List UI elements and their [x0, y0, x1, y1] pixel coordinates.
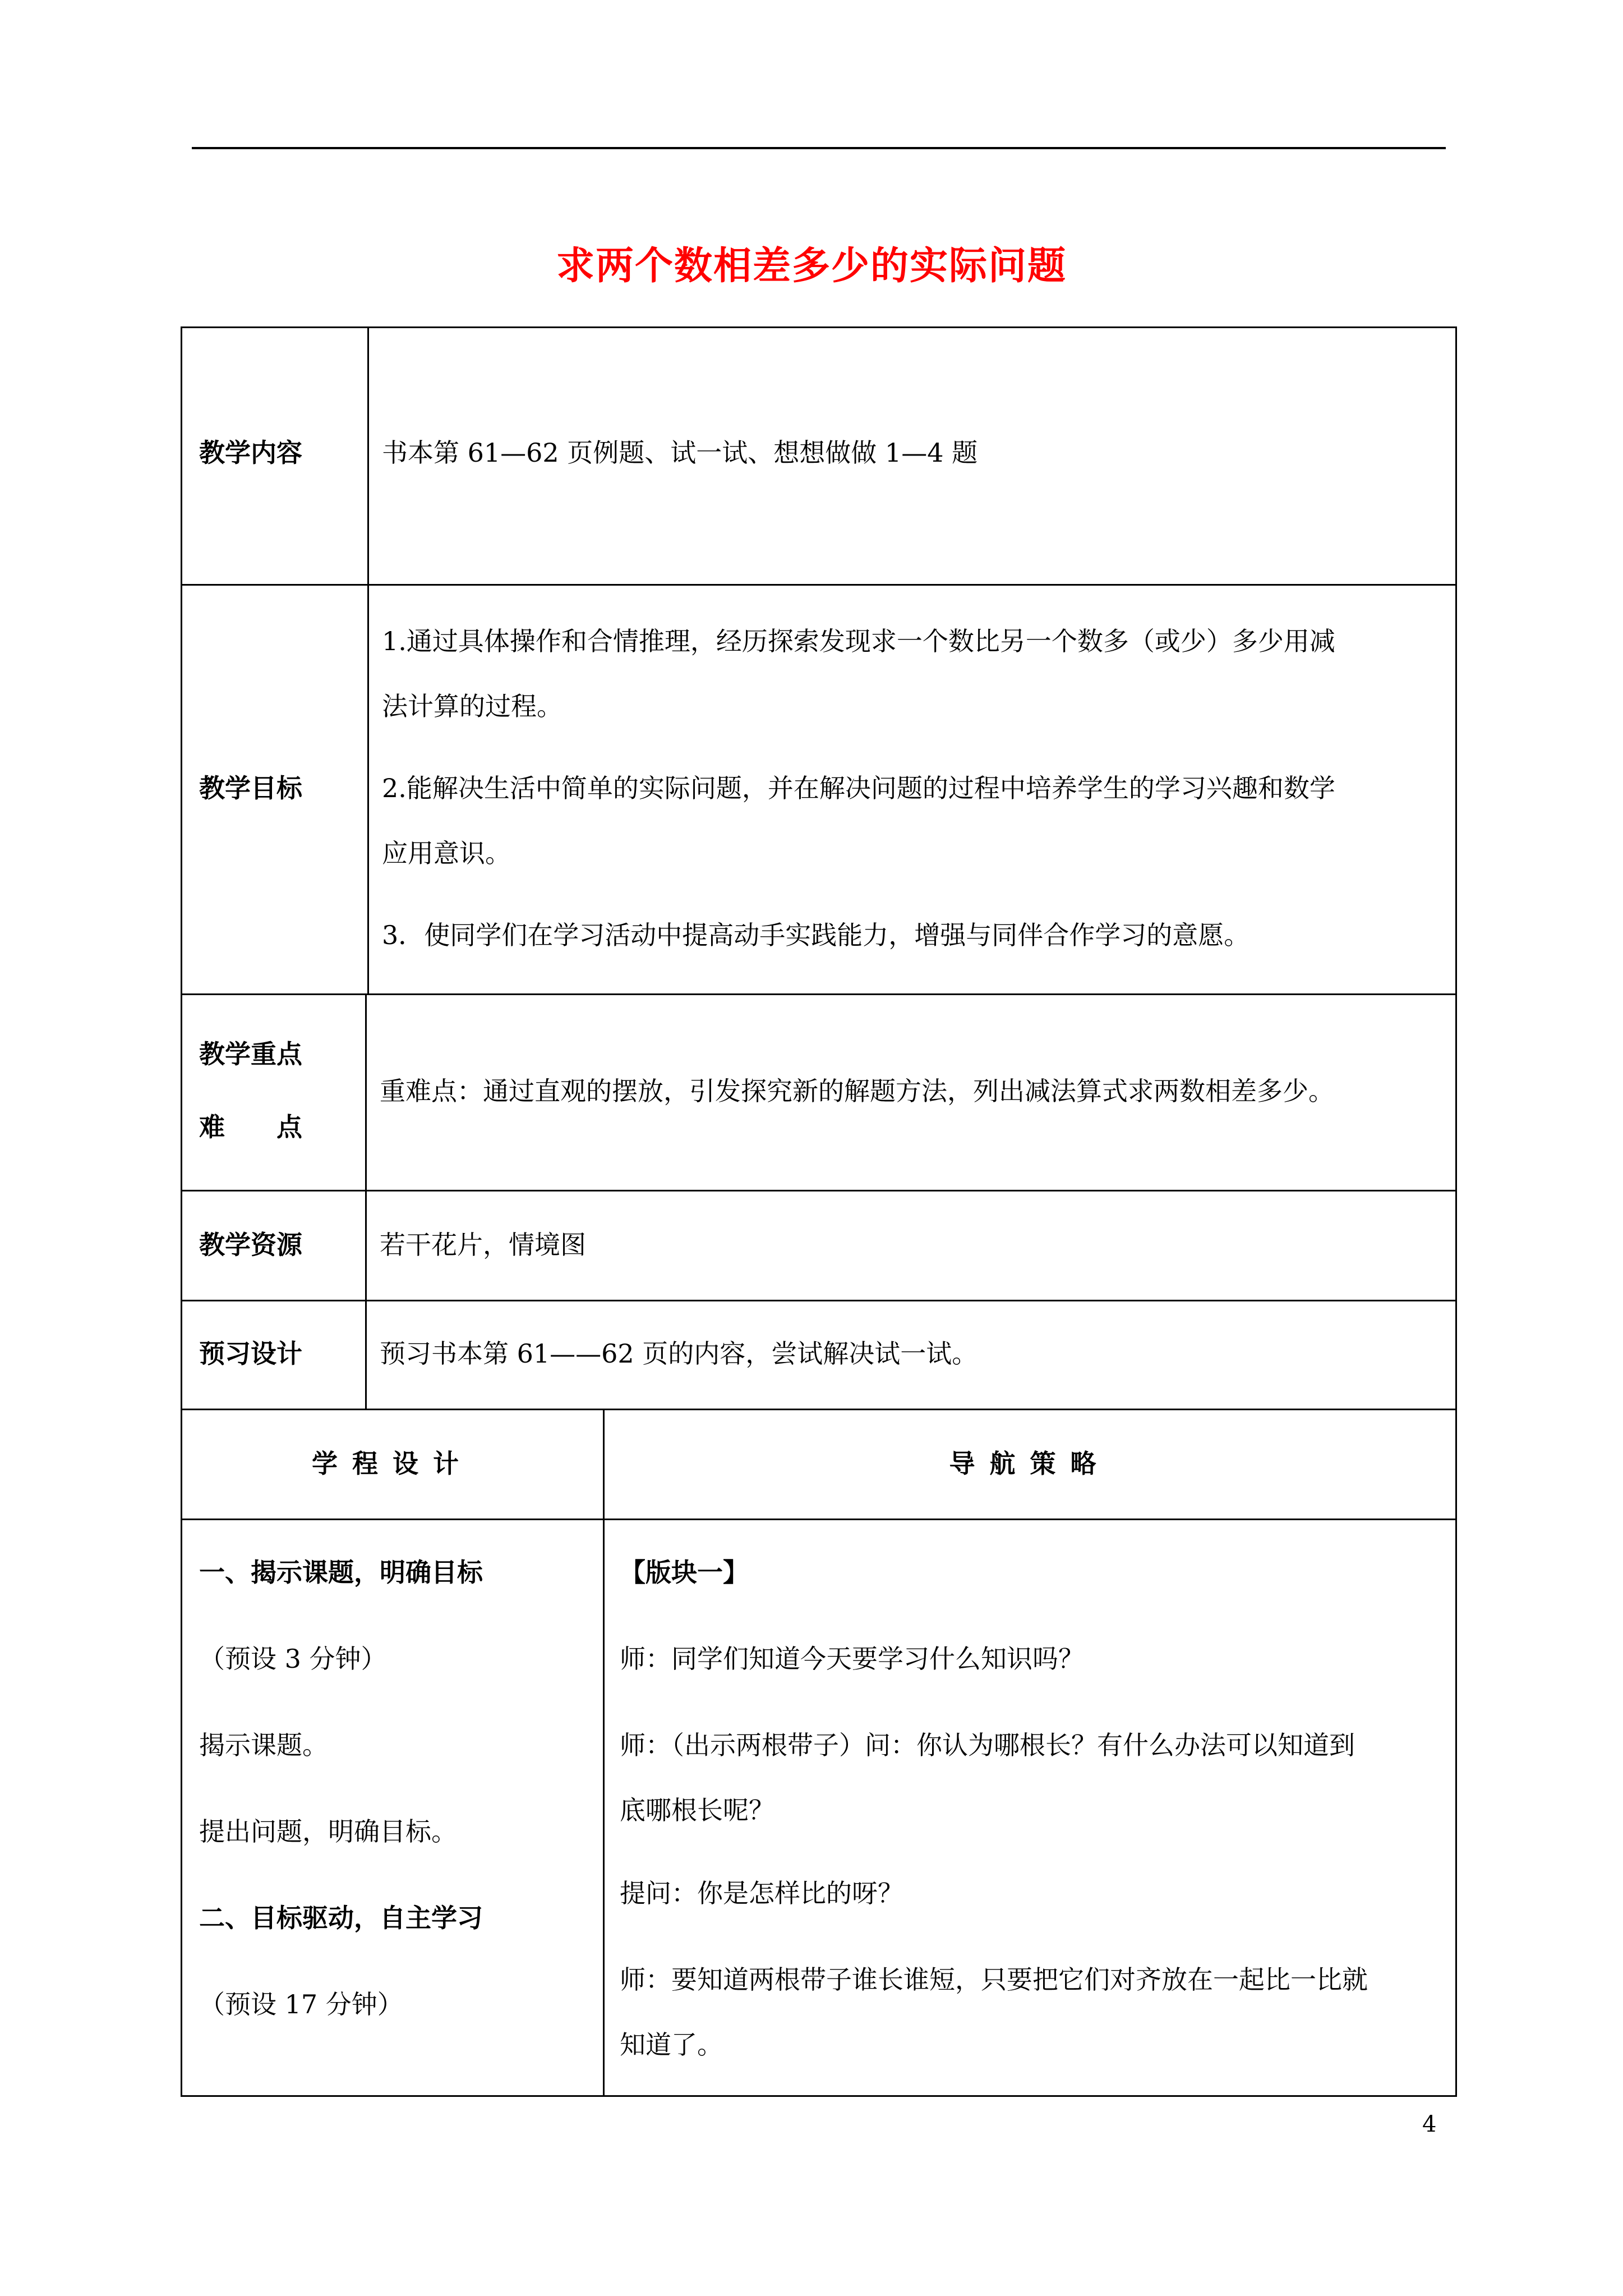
process-right-column — [620, 1519, 1450, 2095]
goal-line: 3．使同学们在学习活动中提高动手实践能力，增强与同伴合作学习的意愿。 — [382, 920, 1250, 950]
goals-text — [382, 328, 1447, 993]
process-step-heading: 一、揭示课题，明确目标 — [199, 1557, 483, 1588]
goal-line: 法计算的过程。 — [382, 691, 562, 721]
process-step-heading: 二、目标驱动，自主学习 — [199, 1903, 483, 1933]
preview-text: 预习书本第 61——62 页的内容，尝试解决试一试。 — [380, 1338, 978, 1369]
key-points-label-line1: 教学重点 — [199, 1039, 302, 1069]
page-title: 求两个数相差多少的实际问题 — [556, 244, 1067, 288]
process-step-line: （预设 17 分钟） — [199, 1989, 403, 2019]
content-label: 教学内容 — [199, 438, 302, 468]
strategy-line: 师：同学们知道今天要学习什么知识吗？ — [620, 1644, 1084, 1674]
goal-line: 2.能解决生活中简单的实际问题，并在解决问题的过程中培养学生的学习兴趣和数学 — [382, 773, 1335, 803]
column-divider — [365, 993, 367, 1409]
key-points-label-line2: 难 点 — [199, 1112, 302, 1142]
row-divider — [182, 1300, 1455, 1301]
goal-line: 1.通过具体操作和合情推理，经历探索发现求一个数比另一个数多（或少）多少用减 — [382, 626, 1335, 656]
process-step-line: 提出问题，明确目标。 — [199, 1816, 457, 1847]
process-step-line: （预设 3 分钟） — [199, 1644, 387, 1674]
resources-text: 若干花片，情境图 — [380, 1230, 586, 1260]
strategy-line: 师：（出示两根带子）问：你认为哪根长？有什么办法可以知道到 — [620, 1730, 1355, 1760]
column-divider — [367, 328, 369, 993]
strategy-line: 知道了。 — [620, 2030, 723, 2060]
content-text: 书本第 61—62 页例题、试一试、想想做做 1—4 题 — [382, 438, 978, 468]
goals-label: 教学目标 — [199, 773, 302, 803]
key-points-text: 重难点：通过直观的摆放，引发探究新的解题方法，列出减法算式求两数相差多少。 — [380, 1076, 1334, 1106]
preview-label: 预习设计 — [199, 1338, 302, 1369]
strategy-line: 师：要知道两根带子谁长谁短，只要把它们对齐放在一起比一比就 — [620, 1964, 1368, 1995]
strategy-heading: 【版块一】 — [620, 1557, 749, 1588]
process-right-header: 导航策略 — [949, 1448, 1111, 1479]
process-left-header: 学程设计 — [312, 1448, 473, 1479]
strategy-line: 底哪根长呢？ — [620, 1795, 774, 1825]
column-divider — [603, 1409, 605, 2095]
process-left-column — [199, 1519, 592, 2095]
process-step-line: 揭示课题。 — [199, 1730, 328, 1760]
header-rule — [192, 147, 1446, 149]
row-divider — [182, 993, 1455, 995]
lesson-plan-table — [181, 326, 1457, 2097]
row-divider — [182, 1409, 1455, 1410]
resources-label: 教学资源 — [199, 1230, 302, 1260]
goal-line: 应用意识。 — [382, 838, 511, 868]
page-number: 4 — [1422, 2111, 1437, 2137]
strategy-line: 提问：你是怎样比的呀？ — [620, 1878, 903, 1908]
row-divider — [182, 1190, 1455, 1191]
